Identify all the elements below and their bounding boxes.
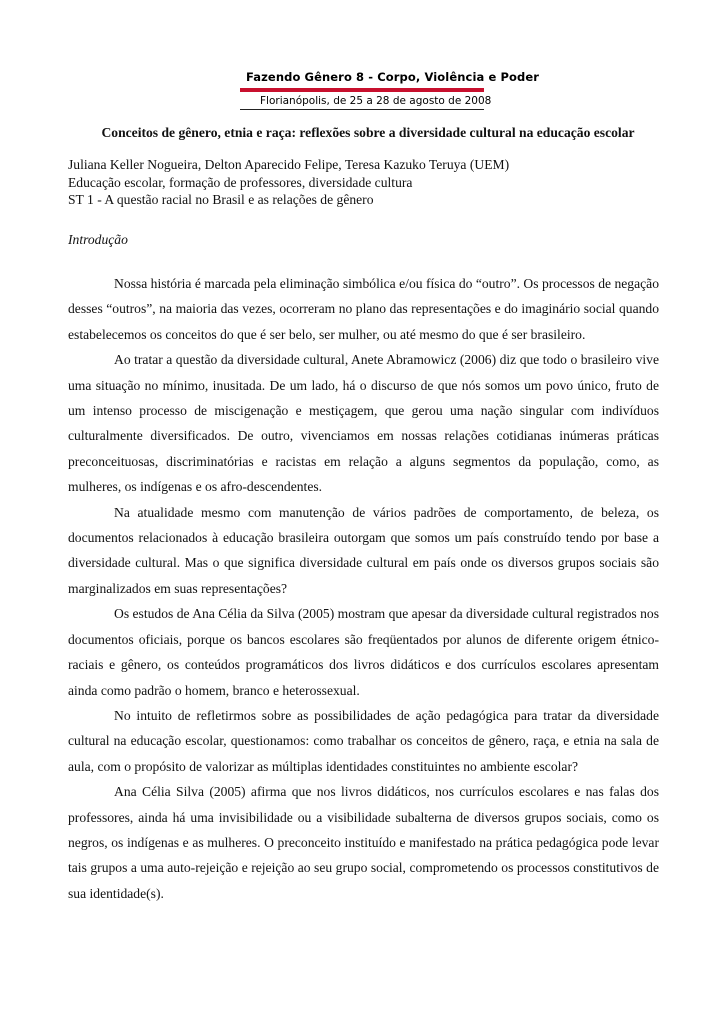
paragraph: Nossa história é marcada pela eliminação simbólica e/ou física do “outro”. Os processos de negação desses “outros”, na maioria das vezes, ocorreram no plano das representações e do imaginário social quando estabelecemos os conceitos do que é ser belo, ser mulher, ou até mesmo do que é ser brasileiro. [68, 276, 659, 342]
paper-session: ST 1 - A questão racial no Brasil e as relações de gênero [68, 192, 374, 207]
paragraph: No intuito de refletirmos sobre as possibilidades de ação pedagógica para tratar da diversidade cultural na educação escolar, questionamos: como trabalhar os conceitos de gênero, raça, e etnia na sala de aula, com o propósito de valorizar as múltiplas identidades constituintes no ambiente escolar? [68, 707, 659, 774]
paper-title: Conceitos de gênero, etnia e raça: reflexões sobre a diversidade cultural na educação escolar [101, 125, 635, 140]
conference-red-rule [240, 88, 484, 92]
paragraph: Na atualidade mesmo com manutenção de vários padrões de comportamento, de beleza, os documentos relacionados à educação brasileira outorgam que somos um país construído tendo por base a diversidade cultural. Mas o que significa diversidade cultural em país onde os diversos grupos sociais são marginalizados em suas representações? [68, 504, 659, 596]
conference-header [240, 70, 539, 110]
paper-authors: Juliana Keller Nogueira, Delton Aparecido Felipe, Teresa Kazuko Teruya (UEM) [68, 157, 510, 172]
paragraph: Ana Célia Silva (2005) afirma que nos livros didáticos, nos currículos escolares e nas falas dos professores, ainda há uma invisibilidade ou a visibilidade subalterna de diversos grupos sociais, como os negros, os indígenas e as mulheres. O preconceito instituído e manifestado na prática pedagógica pode levar tais grupos a uma auto-rejeição e rejeição ao seu grupo social, comprometendo os processos constitutivos de sua identidade(s). [68, 784, 659, 901]
body-text [68, 271, 659, 906]
paper-keywords: Educação escolar, formação de professores, diversidade cultura [68, 174, 413, 190]
paragraph: Ao tratar a questão da diversidade cultural, Anete Abramowicz (2006) diz que todo o brasileiro vive uma situação no mínimo, inusitada. De um lado, há o discurso de que nós somos um povo único, fruto de um intenso processo de miscigenação e mestiçagem, que gerou uma nação singular com indivíduos culturalmente diversificados. De outro, vivenciamos em nossas relações cotidianas inúmeras práticas preconceituosas, discriminatórias e racistas em relação a alguns segmentos da população, como, as mulheres, os indígenas e os afro-descendentes. [68, 352, 659, 495]
section-heading: Introdução [68, 232, 128, 247]
paragraph: Os estudos de Ana Célia da Silva (2005) mostram que apesar da diversidade cultural registrados nos documentos oficiais, porque os bancos escolares são freqüentados por alunos de diferente origem étnico-raciais e gênero, os conteúdos programáticos dos livros didáticos e dos currículos escolares apresentam ainda como padrão o homem, branco e heterossexual. [68, 606, 659, 698]
conference-title: Fazendo Gênero 8 - Corpo, Violência e Poder [246, 70, 539, 84]
conference-place-date: Florianópolis, de 25 a 28 de agosto de 2008 [260, 95, 492, 107]
paper-metadata [68, 156, 668, 209]
conference-thin-rule [240, 109, 484, 110]
